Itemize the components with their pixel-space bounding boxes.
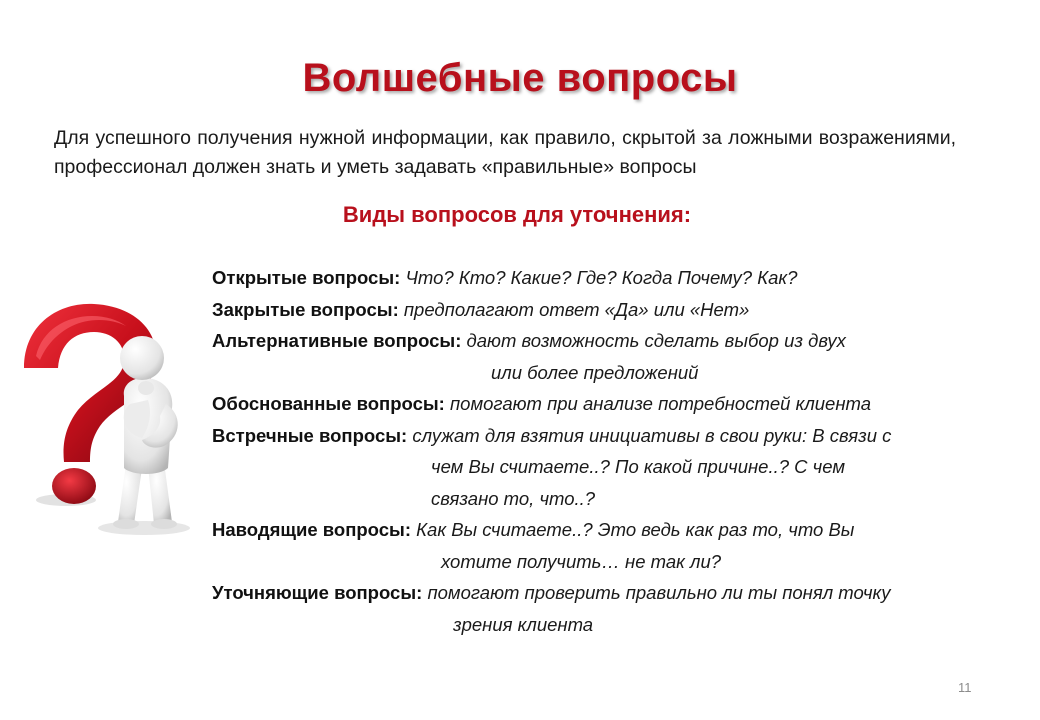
question-type-description: помогают при анализе потребностей клиента: [449, 393, 872, 414]
question-type-description: зрения клиента: [453, 613, 594, 635]
slide-title: Волшебные вопросы: [302, 56, 738, 100]
intro-paragraph: Для успешного получения нужной информации, как правило, скрытой за ложными возражениями, профессионал должен знать и уметь задавать «правильные» вопросы: [54, 127, 956, 178]
list-item: [212, 420, 1022, 452]
question-type-label: Обоснованные вопросы:: [212, 393, 445, 414]
question-type-description: или более предложений: [491, 361, 699, 383]
list-item-continuation: [212, 451, 1022, 483]
section-subtitle: Виды вопросов для уточнения:: [342, 202, 692, 227]
question-type-description: помогают проверить правильно ли ты понял точку: [427, 582, 891, 603]
question-mark-figure-icon: [14, 296, 214, 546]
list-item: [212, 577, 1022, 609]
list-item: [212, 325, 1022, 357]
question-type-description: Что? Кто? Какие? Где? Когда Почему? Как?: [405, 267, 798, 288]
list-item-continuation: [212, 546, 1022, 578]
list-item: [212, 388, 1022, 420]
list-item-continuation: [212, 609, 1022, 641]
question-type-description: дают возможность сделать выбор из двух: [466, 330, 846, 351]
list-item: [212, 294, 1022, 326]
question-type-description: хотите получить… не так ли?: [441, 550, 722, 572]
page-number: 11: [958, 680, 972, 695]
question-type-description: служат для взятия инициативы в свои руки: В связи с: [412, 424, 892, 446]
question-type-label: Уточняющие вопросы:: [212, 582, 423, 603]
question-type-description: чем Вы считаете..? По какой причине..? С чем: [431, 456, 846, 477]
question-type-description: предполагают ответ «Да» или «Нет»: [403, 298, 750, 320]
question-type-description: Как Вы считаете..? Это ведь как раз то, что Вы: [416, 519, 855, 540]
question-type-label: Альтернативные вопросы:: [212, 330, 462, 351]
list-item: [212, 262, 1022, 294]
question-types-list: [212, 262, 1022, 640]
question-type-label: Закрытые вопросы:: [212, 298, 399, 320]
list-item: [212, 514, 1022, 546]
list-item-continuation: [212, 483, 1022, 515]
list-item-continuation: [212, 357, 1022, 389]
question-type-description: связано то, что..?: [431, 487, 596, 509]
question-type-label: Встречные вопросы:: [212, 424, 408, 446]
question-type-label: Открытые вопросы:: [212, 267, 401, 288]
question-type-label: Наводящие вопросы:: [212, 519, 411, 540]
